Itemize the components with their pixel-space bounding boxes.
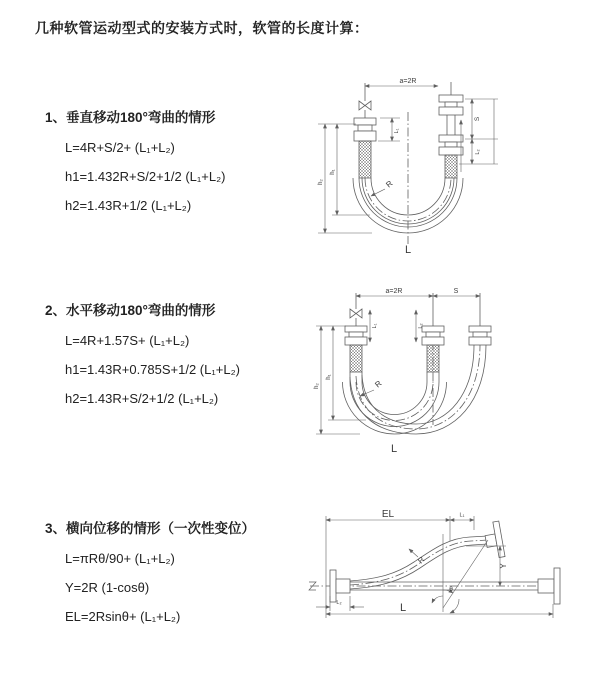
middle-hose-braid xyxy=(427,345,439,372)
label-theta: θ xyxy=(449,586,453,593)
section-vertical-180 xyxy=(45,106,226,220)
label-el: EL xyxy=(381,509,395,520)
diagram-horizontal-180-bend xyxy=(308,282,593,477)
label-r: R xyxy=(384,178,395,190)
section-lateral-displacement xyxy=(45,517,255,631)
r-leader-line xyxy=(409,549,418,557)
label-l1: L₁ xyxy=(459,512,465,519)
left-fitting xyxy=(354,118,376,141)
left-flange xyxy=(330,570,350,602)
label-l: L xyxy=(404,244,412,256)
label-y: Y xyxy=(499,563,508,569)
label-l2: L₂ xyxy=(475,149,481,155)
deep-u-bend xyxy=(343,372,447,434)
formula-L: L=πRθ/90+ (L₁+L₂) xyxy=(65,551,175,566)
section-3-heading: 3、横向位移的情形（一次性变位） xyxy=(45,521,256,536)
section-horizontal-180 xyxy=(45,299,240,413)
label-l1: L₁ xyxy=(394,128,400,134)
label-h1: h₁ xyxy=(326,374,332,380)
label-a2r: a=2R xyxy=(399,78,417,85)
valve-icon xyxy=(359,101,371,118)
label-h2: h₂ xyxy=(318,179,324,185)
label-r: R xyxy=(416,555,427,566)
displaced-u-bend xyxy=(350,345,486,434)
diagram-lateral-displacement xyxy=(298,496,588,656)
formula-h2: h2=1.43R+S/2+1/2 (L₁+L₂) xyxy=(65,391,219,406)
label-l1: L₁ xyxy=(372,323,378,329)
left-hose-braid xyxy=(350,345,362,372)
page-title: 几种软管运动型式的安装方式时，软管的长度计算： xyxy=(35,20,369,36)
diagram-2-drawing xyxy=(308,282,593,477)
right-flange xyxy=(538,568,560,604)
right-fittings xyxy=(439,95,463,155)
formula-h1: h1=1.43R+0.785S+1/2 (L₁+L₂) xyxy=(65,362,240,377)
formula-L: L=4R+S/2+ (L₁+L₂) xyxy=(65,140,175,155)
tilted-flange xyxy=(483,521,505,559)
diagram-vertical-180-bend xyxy=(308,72,578,262)
label-r: R xyxy=(373,378,384,390)
formula-L: L=4R+1.57S+ (L₁+L₂) xyxy=(65,333,190,348)
r-leader-line xyxy=(360,390,374,396)
label-s: S xyxy=(474,116,481,122)
diagram-3-labels xyxy=(336,509,508,614)
formula-Y: Y=2R (1-cosθ) xyxy=(65,580,150,595)
section-2-heading: 2、水平移动180°弯曲的情形 xyxy=(45,303,216,318)
label-h1: h₁ xyxy=(330,169,336,175)
formula-h1: h1=1.432R+S/2+1/2 (L₁+L₂) xyxy=(65,169,226,184)
label-l2: L₂ xyxy=(418,323,424,329)
label-l: L xyxy=(390,443,398,455)
right-hose-braid xyxy=(445,155,457,178)
diagram-3-drawing xyxy=(298,496,588,656)
label-h2: h₂ xyxy=(314,383,320,389)
valve-icon xyxy=(350,309,362,326)
label-l2: L₂ xyxy=(336,600,342,606)
diagram-1-drawing xyxy=(308,72,578,262)
section-1-heading: 1、垂直移动180°弯曲的情形 xyxy=(45,110,216,125)
label-l: L xyxy=(399,602,407,614)
label-a2r: a=2R xyxy=(385,288,403,295)
left-hose-braid xyxy=(359,141,371,178)
label-s: S xyxy=(453,288,459,295)
dim-l xyxy=(326,604,553,618)
formula-EL: EL=2Rsinθ+ (L₁+L₂) xyxy=(65,609,181,624)
formula-h2: h2=1.43R+1/2 (L₁+L₂) xyxy=(65,198,192,213)
dim-s-l2 xyxy=(459,99,498,172)
